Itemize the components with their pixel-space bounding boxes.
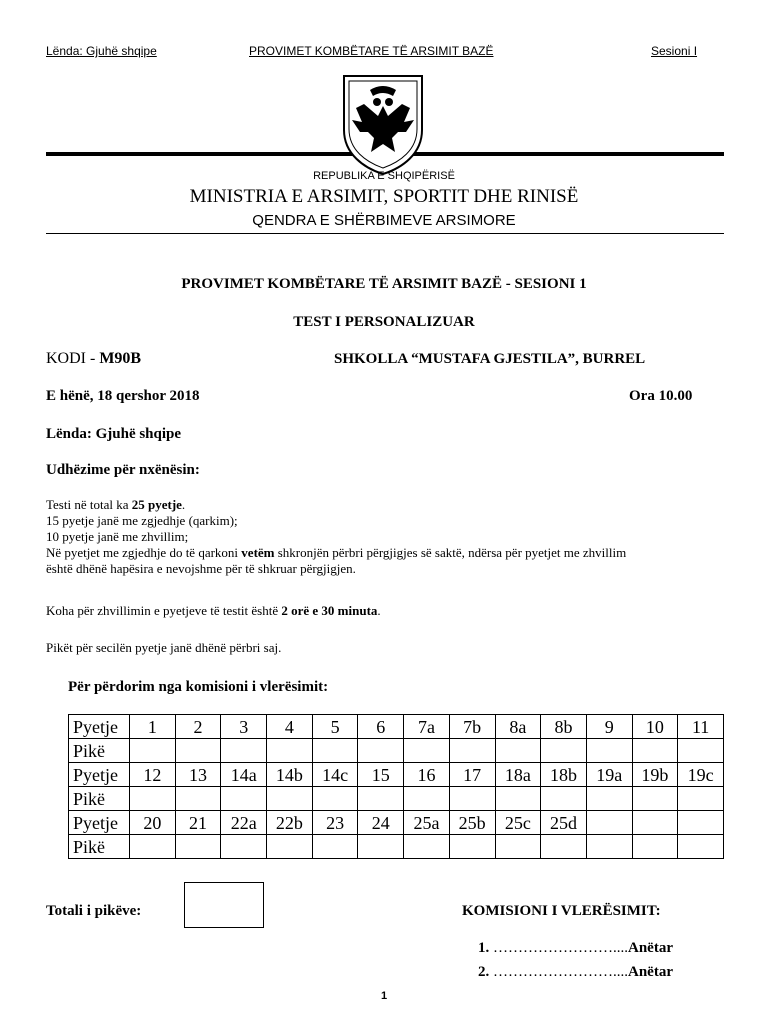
question-number-cell: 1	[130, 715, 176, 739]
question-number-cell: 8a	[495, 715, 541, 739]
question-number-cell: 7b	[449, 715, 495, 739]
albanian-eagle-emblem-icon	[340, 72, 426, 176]
question-number-cell: 19a	[586, 763, 632, 787]
row-label-question: Pyetje	[69, 715, 130, 739]
row-label-points: Pikë	[69, 787, 130, 811]
question-number-cell: 14a	[221, 763, 267, 787]
question-number-cell: 5	[312, 715, 358, 739]
page-number: 1	[380, 990, 388, 1002]
question-number-cell: 11	[678, 715, 724, 739]
question-number-cell: 3	[221, 715, 267, 739]
points-entry-cell[interactable]	[358, 835, 404, 859]
exam-subject: Lënda: Gjuhë shqipe	[46, 426, 182, 442]
question-number-cell: 8b	[541, 715, 587, 739]
question-number-cell: 25b	[449, 811, 495, 835]
points-entry-cell[interactable]	[312, 835, 358, 859]
points-entry-cell[interactable]	[312, 787, 358, 811]
points-entry-cell[interactable]	[632, 739, 678, 763]
question-number-cell: 22a	[221, 811, 267, 835]
header-exam: PROVIMET KOMBËTARE TË ARSIMIT BAZË	[249, 44, 494, 58]
points-entry-cell[interactable]	[130, 835, 176, 859]
points-entry-cell[interactable]	[678, 739, 724, 763]
points-entry-cell[interactable]	[632, 787, 678, 811]
question-number-cell: 16	[404, 763, 450, 787]
points-entry-cell[interactable]	[678, 787, 724, 811]
score-table-points-row	[69, 739, 724, 763]
points-entry-cell[interactable]	[175, 739, 221, 763]
exam-code	[46, 350, 141, 368]
instruction-line-1: Testi në total ka 25 pyetje.	[46, 497, 186, 512]
points-entry-cell[interactable]	[495, 739, 541, 763]
institution-rule	[46, 233, 724, 234]
question-number-cell	[678, 811, 724, 835]
school-name: SHKOLLA “MUSTAFA GJESTILA”, BURREL	[334, 351, 646, 367]
question-number-cell: 15	[358, 763, 404, 787]
score-table-points-row	[69, 835, 724, 859]
code-value: M90B	[99, 350, 142, 367]
question-number-cell: 9	[586, 715, 632, 739]
points-entry-cell[interactable]	[541, 787, 587, 811]
test-type: TEST I PERSONALIZUAR	[293, 314, 475, 330]
instruction-line-4: Në pyetjet me zgjedhje do të qarkoni vetëm shkronjën përbri përgjigjes së saktë, ndërsa për pyetjet me zhvillim	[46, 545, 627, 560]
question-number-cell: 24	[358, 811, 404, 835]
question-number-cell: 18a	[495, 763, 541, 787]
points-entry-cell[interactable]	[221, 835, 267, 859]
question-number-cell: 18b	[541, 763, 587, 787]
score-table-question-row	[69, 811, 724, 835]
points-entry-cell[interactable]	[449, 739, 495, 763]
points-entry-cell[interactable]	[267, 787, 313, 811]
question-number-cell: 4	[267, 715, 313, 739]
points-entry-cell[interactable]	[221, 739, 267, 763]
row-label-question: Pyetje	[69, 763, 130, 787]
score-table	[68, 714, 724, 859]
score-table-points-row	[69, 787, 724, 811]
code-label: KODI -	[46, 350, 100, 367]
points-entry-cell[interactable]	[495, 835, 541, 859]
points-entry-cell[interactable]	[541, 739, 587, 763]
question-number-cell: 7a	[404, 715, 450, 739]
total-label: Totali i pikëve:	[46, 903, 142, 919]
points-entry-cell[interactable]	[267, 835, 313, 859]
question-number-cell: 25a	[404, 811, 450, 835]
question-number-cell: 13	[175, 763, 221, 787]
points-entry-cell[interactable]	[678, 835, 724, 859]
points-entry-cell[interactable]	[312, 739, 358, 763]
question-number-cell: 2	[175, 715, 221, 739]
points-entry-cell[interactable]	[586, 835, 632, 859]
points-entry-cell[interactable]	[495, 787, 541, 811]
question-number-cell: 23	[312, 811, 358, 835]
points-entry-cell[interactable]	[449, 787, 495, 811]
commission-member-1: 1. ……………………....Anëtar	[478, 940, 673, 956]
question-number-cell: 17	[449, 763, 495, 787]
instruction-line-5: është dhënë hapësira e nevojshme për të shkruar përgjigjen.	[46, 561, 356, 576]
question-number-cell	[632, 811, 678, 835]
points-entry-cell[interactable]	[267, 739, 313, 763]
row-label-points: Pikë	[69, 835, 130, 859]
points-entry-cell[interactable]	[586, 787, 632, 811]
exam-time: Ora 10.00	[629, 388, 693, 404]
points-entry-cell[interactable]	[449, 835, 495, 859]
points-entry-cell[interactable]	[130, 739, 176, 763]
instructions-heading: Udhëzime për nxënësin:	[46, 462, 200, 478]
points-entry-cell[interactable]	[541, 835, 587, 859]
question-number-cell: 19b	[632, 763, 678, 787]
question-number-cell: 25d	[541, 811, 587, 835]
instruction-duration: Koha për zhvillimin e pyetjeve të testit është 2 orë e 30 minuta.	[46, 603, 381, 618]
points-entry-cell[interactable]	[632, 835, 678, 859]
exam-title: PROVIMET KOMBËTARE TË ARSIMIT BAZË - SESIONI 1	[181, 276, 587, 292]
points-entry-cell[interactable]	[221, 787, 267, 811]
question-number-cell: 19c	[678, 763, 724, 787]
row-label-points: Pikë	[69, 739, 130, 763]
commission-member-2: 2. ……………………....Anëtar	[478, 964, 673, 980]
question-number-cell: 14c	[312, 763, 358, 787]
question-number-cell	[586, 811, 632, 835]
agency-name: QENDRA E SHËRBIMEVE ARSIMORE	[252, 212, 516, 229]
points-entry-cell[interactable]	[358, 739, 404, 763]
points-entry-cell[interactable]	[404, 787, 450, 811]
question-number-cell: 22b	[267, 811, 313, 835]
question-number-cell: 12	[130, 763, 176, 787]
question-number-cell: 21	[175, 811, 221, 835]
ministry-name: MINISTRIA E ARSIMIT, SPORTIT DHE RINISË	[189, 186, 579, 207]
points-entry-cell[interactable]	[175, 787, 221, 811]
score-table-question-row	[69, 763, 724, 787]
question-number-cell: 10	[632, 715, 678, 739]
total-score-box[interactable]	[184, 882, 264, 928]
commission-use-heading: Për përdorim nga komisioni i vlerësimit:	[68, 679, 329, 695]
instruction-line-3: 10 pyetje janë me zhvillim;	[46, 529, 189, 544]
row-label-question: Pyetje	[69, 811, 130, 835]
points-entry-cell[interactable]	[175, 835, 221, 859]
question-number-cell: 14b	[267, 763, 313, 787]
points-entry-cell[interactable]	[586, 739, 632, 763]
header-subject: Lënda: Gjuhë shqipe	[46, 44, 157, 58]
question-number-cell: 20	[130, 811, 176, 835]
points-entry-cell[interactable]	[130, 787, 176, 811]
points-entry-cell[interactable]	[404, 739, 450, 763]
question-number-cell: 6	[358, 715, 404, 739]
instruction-points: Pikët për secilën pyetje janë dhënë përbri saj.	[46, 640, 282, 655]
points-entry-cell[interactable]	[404, 835, 450, 859]
instruction-line-2: 15 pyetje janë me zgjedhje (qarkim);	[46, 513, 238, 528]
header-session: Sesioni I	[651, 44, 698, 58]
points-entry-cell[interactable]	[358, 787, 404, 811]
republic-name: REPUBLIKA E SHQIPËRISË	[313, 170, 455, 182]
score-table-question-row	[69, 715, 724, 739]
commission-heading: KOMISIONI I VLERËSIMIT:	[462, 903, 661, 919]
exam-date: E hënë, 18 qershor 2018	[46, 388, 200, 404]
question-number-cell: 25c	[495, 811, 541, 835]
